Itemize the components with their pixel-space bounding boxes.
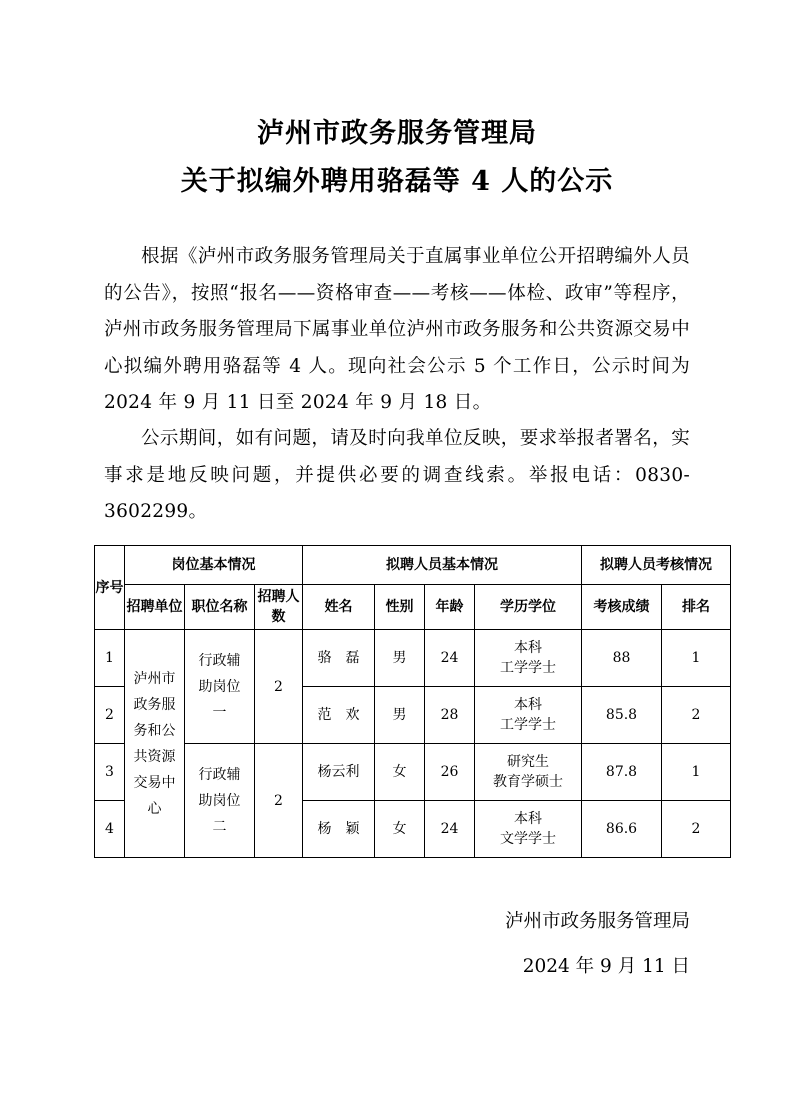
recruiting-unit: 泸州市政务服务和公共资源交易中心 xyxy=(125,630,185,858)
document-title-line1: 泸州市政务服务管理局 xyxy=(257,118,537,149)
header-name: 姓名 xyxy=(303,585,375,630)
header-count: 招聘人数 xyxy=(255,585,303,630)
row-score: 87.8 xyxy=(582,744,662,801)
row-education: 本科 工学学士 xyxy=(475,630,582,687)
header-row-2 xyxy=(95,585,731,630)
row-seq: 4 xyxy=(95,801,125,858)
job-count: 2 xyxy=(255,744,303,858)
row-name: 范 欢 xyxy=(303,687,375,744)
body-paragraph-1: 根据《泸州市政务服务管理局关于直属事业单位公开招聘编外人员的公告》，按照“报名——资格审查——考核——体检、政审”等程序，泸州市政务服务管理局下属事业单位泸州市政务服务和公共资源交易中心拟编外聘用骆磊等 4 人。现向社会公示 5 个工作日，公示时间为 2024 年 9 月 11 日至 2024 年 9 月 18 日。 xyxy=(104,246,690,413)
row-seq: 1 xyxy=(95,630,125,687)
signature-org: 泸州市政务服务管理局 xyxy=(504,911,690,932)
header-assess-group: 拟聘人员考核情况 xyxy=(582,546,731,585)
header-seq: 序号 xyxy=(95,546,125,630)
row-score: 88 xyxy=(582,630,662,687)
row-gender: 男 xyxy=(375,630,425,687)
job-count: 2 xyxy=(255,630,303,744)
document-title-line2: 关于拟编外聘用骆磊等 4 人的公示 xyxy=(180,166,614,197)
row-name: 骆 磊 xyxy=(303,630,375,687)
row-score: 86.6 xyxy=(582,801,662,858)
row-rank: 2 xyxy=(662,801,731,858)
row-score: 85.8 xyxy=(582,687,662,744)
row-name: 杨 颖 xyxy=(303,801,375,858)
body-paragraph-2: 公示期间，如有问题，请及时向我单位反映，要求举报者署名，实事求是地反映问题，并提供必要的调查线索。举报电话：0830-3602299。 xyxy=(104,428,690,522)
header-rank: 排名 xyxy=(662,585,731,630)
header-unit: 招聘单位 xyxy=(125,585,185,630)
row-age: 28 xyxy=(425,687,475,744)
row-education: 研究生 教育学硕士 xyxy=(475,744,582,801)
table-row xyxy=(95,630,731,687)
header-row-1 xyxy=(95,546,731,585)
header-job: 职位名称 xyxy=(185,585,255,630)
candidate-table xyxy=(94,545,731,858)
header-score: 考核成绩 xyxy=(582,585,662,630)
row-name: 杨云利 xyxy=(303,744,375,801)
header-position-group: 岗位基本情况 xyxy=(125,546,303,585)
row-gender: 女 xyxy=(375,801,425,858)
row-education: 本科 文学学士 xyxy=(475,801,582,858)
table-row xyxy=(95,744,731,801)
row-education: 本科 工学学士 xyxy=(475,687,582,744)
row-seq: 2 xyxy=(95,687,125,744)
row-rank: 1 xyxy=(662,744,731,801)
header-person-group: 拟聘人员基本情况 xyxy=(303,546,582,585)
row-age: 24 xyxy=(425,630,475,687)
row-rank: 2 xyxy=(662,687,731,744)
header-age: 年龄 xyxy=(425,585,475,630)
row-rank: 1 xyxy=(662,630,731,687)
row-age: 26 xyxy=(425,744,475,801)
row-age: 24 xyxy=(425,801,475,858)
job-title: 行政辅助岗位一 xyxy=(185,630,255,744)
signature-date: 2024 年 9 月 11 日 xyxy=(522,956,690,977)
job-title: 行政辅助岗位二 xyxy=(185,744,255,858)
header-gender: 性别 xyxy=(375,585,425,630)
row-gender: 女 xyxy=(375,744,425,801)
row-gender: 男 xyxy=(375,687,425,744)
row-seq: 3 xyxy=(95,744,125,801)
header-education: 学历学位 xyxy=(475,585,582,630)
